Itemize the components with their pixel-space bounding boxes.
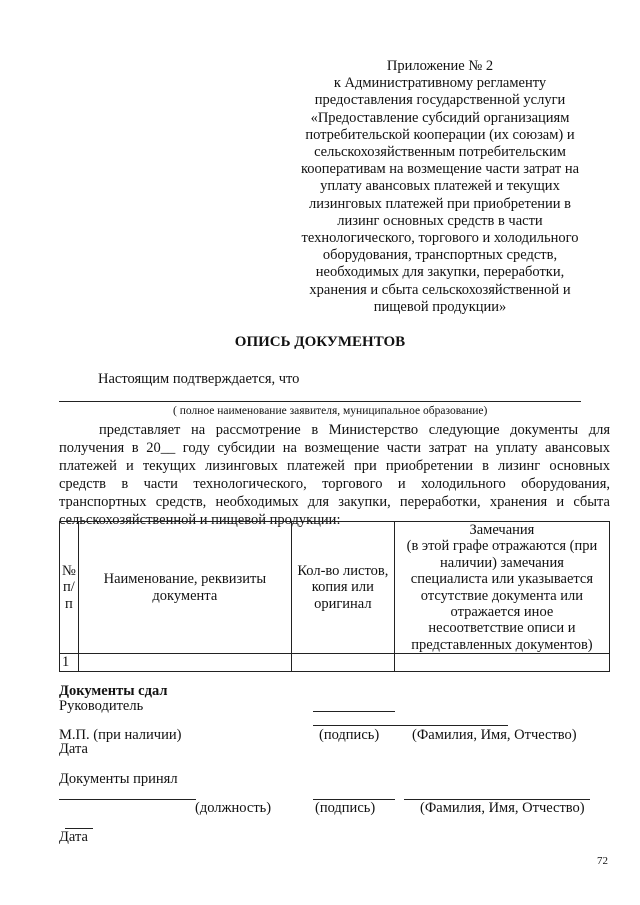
documents-table xyxy=(59,521,610,672)
body-line: получения в 20__ году субсидии на возмещение части затрат на уплату авансовых xyxy=(59,440,610,456)
header-count: Кол-во листов, копия или оригинал xyxy=(291,522,394,654)
body-line: средств в части технологического, торгового и холодильного оборудования, xyxy=(59,476,610,492)
page-number: 72 xyxy=(597,855,608,867)
handed-heading: Документы сдал xyxy=(59,683,168,699)
body-line: платежей и текущих лизинговых платежей при приобретении в лизинг основных xyxy=(59,458,610,474)
received-signature-caption: (подпись) xyxy=(315,800,376,816)
appendix-line: Приложение № 2 xyxy=(386,58,494,74)
appendix-line: потребительской кооперации (их союзам) и xyxy=(305,126,575,143)
head-signature-line[interactable] xyxy=(313,711,395,712)
applicant-caption: ( полное наименование заявителя, муниципальное образование) xyxy=(173,405,488,417)
head-label: Руководитель xyxy=(59,698,144,714)
received-heading: Документы принял xyxy=(59,771,178,787)
received-position-caption: (должность) xyxy=(195,800,272,816)
stamp-label: М.П. (при наличии) xyxy=(59,727,182,743)
body-line: сельскохозяйственной и пищевой продукции: xyxy=(59,512,341,528)
appendix-line: лизинговых платежей при приобретении в xyxy=(308,195,572,212)
appendix-line: «Предоставление субсидий организациям xyxy=(310,109,570,126)
table-header-row xyxy=(60,522,610,654)
appendix-line: лизинг основных средств в части xyxy=(337,212,543,229)
appendix-line: предоставления государственной услуги xyxy=(314,92,566,109)
head-name-line[interactable] xyxy=(313,725,508,726)
appendix-line: кооперативам на возмещение части затрат на xyxy=(300,161,580,178)
appendix-line: к Административному регламенту xyxy=(333,75,547,92)
appendix-line: необходимых для закупки, переработки, xyxy=(315,264,565,281)
appendix-line: оборудования, транспортных средств, xyxy=(322,247,558,264)
handed-signature-caption: (подпись) xyxy=(319,727,380,743)
header-name: Наименование, реквизиты документа xyxy=(78,522,291,654)
page-title: ОПИСЬ ДОКУМЕНТОВ xyxy=(234,334,406,350)
cell-count[interactable] xyxy=(291,654,394,671)
appendix-line: сельскохозяйственным потребительским xyxy=(314,144,566,161)
received-fio-caption: (Фамилия, Имя, Отчество) xyxy=(420,800,585,816)
appendix-line: уплату авансовых платежей и текущих xyxy=(320,178,560,195)
body-line: транспортных средств, необходимых для закупки, переработки, хранения и сбыта xyxy=(59,494,610,510)
cell-num: 1 xyxy=(60,654,79,671)
body-line: представляет на рассмотрение в Министерство следующие документы для xyxy=(99,422,610,438)
appendix-line: технологического, торгового и холодильного xyxy=(301,230,579,247)
table-row xyxy=(60,654,610,671)
body-paragraph xyxy=(59,421,610,529)
appendix-line: пищевой продукции» xyxy=(373,298,507,315)
applicant-name-line[interactable] xyxy=(59,401,581,402)
handed-fio-caption: (Фамилия, Имя, Отчество) xyxy=(412,727,577,743)
appendix-header xyxy=(290,58,590,316)
cell-remarks[interactable] xyxy=(394,654,609,671)
receiver-position-line[interactable] xyxy=(59,799,196,800)
handed-date-label: Дата xyxy=(59,741,88,757)
received-date-label: Дата xyxy=(59,829,88,845)
header-remarks: Замечания (в этой графе отражаются (при наличии) замечания специалиста или указывается отсутствие документа или отражается иное несоответствие описи и представленных документов) xyxy=(394,522,609,654)
cell-name[interactable] xyxy=(78,654,291,671)
confirm-text: Настоящим подтверждается, что xyxy=(98,371,300,387)
header-num: № п/ п xyxy=(60,522,79,654)
appendix-line: хранения и сбыта сельскохозяйственной и xyxy=(309,281,571,298)
